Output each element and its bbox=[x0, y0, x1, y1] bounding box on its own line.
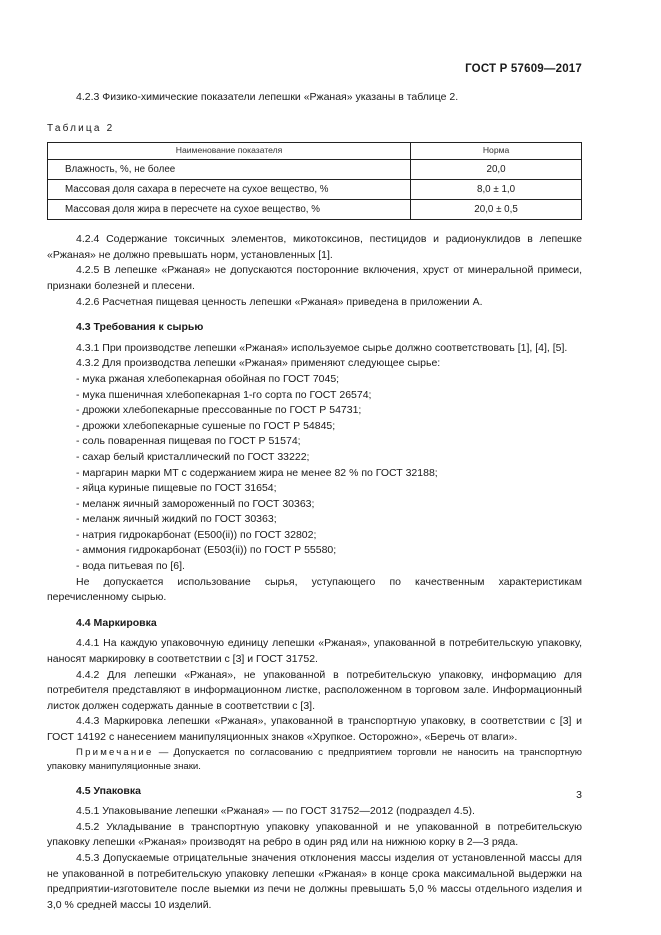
paragraph-4-4-1: 4.4.1 На каждую упаковочную единицу лепешки «Ржаная», упакованной в потребительскую упаковку, наносят маркировку в соответствии с [3] и ГОСТ 31752. bbox=[47, 637, 582, 666]
paragraph-4-4-2: 4.4.2 Для лепешки «Ржаная», не упакованной в потребительскую упаковку, информацию для потребителя представляют в информационном листке, расположенном в торговом зале. Информационный листок должен содержать данные в соответствии с [3]. bbox=[47, 668, 582, 712]
table-cell-indicator: Влажность, %, не более bbox=[48, 160, 411, 180]
list-item: - меланж яичный жидкий по ГОСТ 30363; bbox=[76, 513, 277, 526]
paragraph-4-5-3: 4.5.3 Допускаемые отрицательные значения отклонения массы изделия от установленной массы для не упакованной в потребительскую упаковку лепешки «Ржаная» в конце срока максимальной выдержки на предприятии-изготовителе после выемки из печи не должны превышать 5,0 % массы отдельного изделия и 3,0 % средней массы 10 изделий. bbox=[47, 851, 582, 911]
column-header-indicator: Наименование показателя bbox=[48, 143, 411, 160]
paragraph-4-4-3: 4.4.3 Маркировка лепешки «Ржаная», упакованной в транспортную упаковку, в соответствии с [3] и ГОСТ 14192 с нанесением манипуляционных знаков «Хрупкое. Осторожно», «Беречь от влаги». bbox=[47, 715, 582, 743]
paragraph-4-2-5: 4.2.5 В лепешке «Ржаная» не допускаются посторонние включения, хруст от минеральной примеси, признаки болезней и плесени. bbox=[47, 264, 582, 292]
paragraph-raw-material-restriction: Не допускается использование сырья, уступающего по качественным характеристикам перечисленному сырью. bbox=[47, 575, 582, 604]
list-item: - меланж яичный замороженный по ГОСТ 30363; bbox=[76, 497, 315, 510]
page-content bbox=[47, 90, 582, 913]
paragraph-4-3-2: 4.3.2 Для производства лепешки «Ржаная» применяют следующее сырье: bbox=[76, 357, 441, 370]
page-number: 3 bbox=[576, 789, 582, 801]
paragraph-4-5-2: 4.5.2 Укладывание в транспортную упаковку упакованной и не упакованной в потребительскую упаковку лепешки «Ржаная» производят на ребро в один ряд или на нижнюю корку в 2—3 ряда. bbox=[47, 820, 582, 849]
list-item: - сахар белый кристаллический по ГОСТ 33222; bbox=[76, 450, 310, 463]
list-item: - вода питьевая по [6]. bbox=[76, 560, 185, 573]
paragraph-4-2-4: 4.2.4 Содержание токсичных элементов, микотоксинов, пестицидов и радионуклидов в лепешке «Ржаная» не должно превышать норм, установленных [1]. bbox=[47, 233, 582, 261]
table-cell-norm: 20,0 ± 0,5 bbox=[411, 200, 582, 220]
table-cell-norm: 8,0 ± 1,0 bbox=[411, 180, 582, 200]
section-heading-4-5: 4.5 Упаковка bbox=[76, 784, 141, 797]
table-cell-norm: 20,0 bbox=[411, 160, 582, 180]
note-text: — Допускается по согласованию с предприятием торговли не наносить на транспортную упаковку манипуляционные знаки. bbox=[47, 746, 582, 772]
list-item: - яйца куриные пищевые по ГОСТ 31654; bbox=[76, 482, 277, 495]
paragraph-4-5-1: 4.5.1 Упаковывание лепешки «Ржаная» — по ГОСТ 31752—2012 (подраздел 4.5). bbox=[76, 805, 475, 818]
column-header-norm: Норма bbox=[411, 143, 582, 160]
list-item: - маргарин марки МТ с содержанием жира не менее 82 % по ГОСТ 32188; bbox=[76, 466, 438, 479]
table-caption: Таблица 2 bbox=[47, 122, 115, 134]
note bbox=[47, 746, 582, 774]
list-item: - аммония гидрокарбонат (Е503(ii)) по ГОСТ Р 55580; bbox=[76, 544, 337, 557]
table-row bbox=[48, 180, 582, 200]
paragraph-4-3-1: 4.3.1 При производстве лепешки «Ржаная» используемое сырье должно соответствовать [1], [4], [5]. bbox=[76, 341, 568, 354]
list-item: - соль поваренная пищевая по ГОСТ Р 51574; bbox=[76, 435, 301, 448]
table-cell-indicator: Массовая доля сахара в пересчете на сухое вещество, % bbox=[48, 180, 411, 200]
section-heading-4-3: 4.3 Требования к сырью bbox=[76, 321, 204, 334]
paragraph-4-2-3: 4.2.3 Физико-химические показатели лепешки «Ржаная» указаны в таблице 2. bbox=[76, 91, 459, 103]
table-cell-indicator: Массовая доля жира в пересчете на сухое вещество, % bbox=[48, 200, 411, 220]
list-item: - мука пшеничная хлебопекарная 1-го сорта по ГОСТ 26574; bbox=[76, 388, 372, 401]
table-row bbox=[48, 200, 582, 220]
note-label: Примечание bbox=[76, 746, 154, 758]
table-row bbox=[48, 160, 582, 180]
indicators-table bbox=[47, 142, 582, 220]
section-heading-4-4: 4.4 Маркировка bbox=[76, 616, 157, 629]
list-item: - дрожжи хлебопекарные сушеные по ГОСТ Р 54845; bbox=[76, 419, 336, 432]
list-item: - мука ржаная хлебопекарная обойная по ГОСТ 7045; bbox=[76, 372, 340, 385]
list-item: - натрия гидрокарбонат (Е500(ii)) по ГОСТ 32802; bbox=[76, 528, 317, 541]
table-header-row bbox=[48, 143, 582, 160]
list-item: - дрожжи хлебопекарные прессованные по ГОСТ Р 54731; bbox=[76, 404, 362, 417]
paragraph-4-2-6: 4.2.6 Расчетная пищевая ценность лепешки «Ржаная» приведена в приложении А. bbox=[76, 295, 483, 308]
document-id-header: ГОСТ Р 57609—2017 bbox=[465, 63, 582, 75]
